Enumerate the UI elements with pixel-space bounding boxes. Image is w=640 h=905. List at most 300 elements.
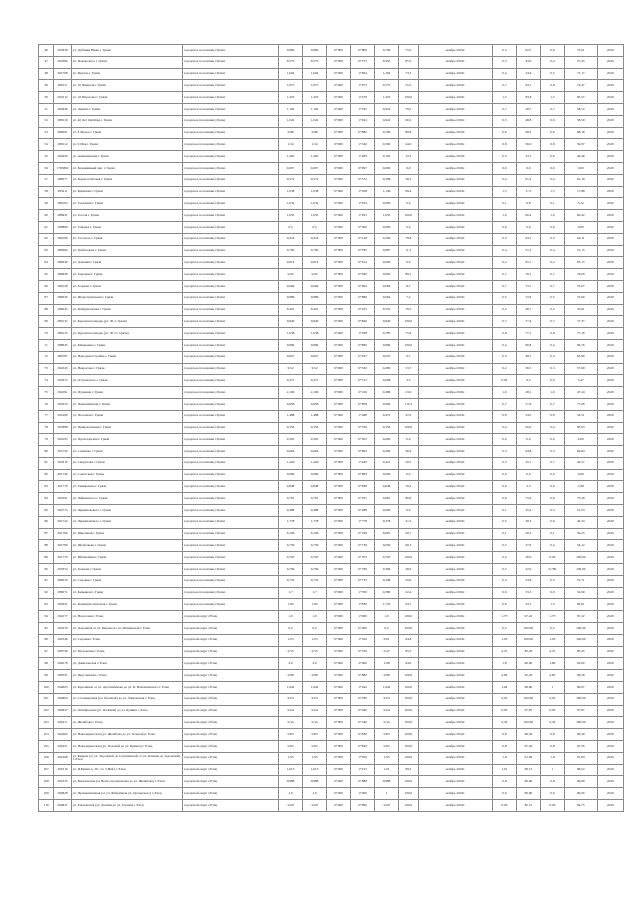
table-cell-f: 89,1 — [399, 269, 419, 281]
table-cell-f: 9,7 — [399, 351, 419, 363]
table-cell-f: 100,0 — [399, 729, 419, 741]
table-cell-a: 0,88 — [279, 127, 303, 139]
table-cell-a: 0,886 — [279, 292, 303, 304]
table-cell-d: 1+000 — [351, 611, 375, 623]
table-cell-e: 0,590 — [375, 139, 399, 151]
table-cell-year: 2020 — [597, 481, 623, 493]
table-cell-a: 0,69 — [279, 800, 303, 812]
table-cell-f: 100,0 — [399, 611, 419, 623]
table-cell-a: 0,88 — [279, 670, 303, 682]
table-cell-code: 289071 — [54, 587, 71, 599]
table-cell-d: 2+106 — [351, 387, 375, 399]
table-cell-type: городской округ г.Елец — [183, 658, 279, 670]
table-cell-num: 99 — [39, 670, 54, 682]
table-cell-f: 8,7 — [399, 280, 419, 292]
table-cell-j: 91,84 — [564, 752, 597, 764]
table-cell-h: 96,39 — [516, 729, 540, 741]
table-cell-h: 90,00 — [516, 658, 540, 670]
table-cell-street: ул. Юбилейная г. Грязи — [71, 552, 182, 564]
table-cell-c: 0+000 — [327, 245, 351, 257]
table-cell-e: 0,83 — [375, 729, 399, 741]
table-row — [39, 410, 624, 422]
table-row — [39, 693, 624, 705]
table-body — [39, 45, 624, 812]
table-cell-f: 75,6 — [399, 328, 419, 340]
table-cell-j: 90,09 — [564, 776, 597, 788]
table-cell-e: 0,000 — [375, 198, 399, 210]
table-cell-j: 77,10 — [564, 328, 597, 340]
table-cell-i: 0,6 — [540, 45, 564, 57]
table-cell-e: 0,556 — [375, 422, 399, 434]
table-cell-b: 1,604 — [303, 68, 327, 80]
table-row — [39, 505, 624, 517]
table-cell-street: ул. 10 Февраля г. Грязи — [71, 80, 182, 92]
table-cell-d: 1+192 — [351, 103, 375, 115]
table-row — [39, 139, 624, 151]
table-cell-year: 2020 — [597, 92, 623, 104]
table-cell-i: 0,0 — [540, 162, 564, 174]
table-cell-num: 70 — [39, 328, 54, 340]
table-cell-b: 0,92 — [303, 269, 327, 281]
table-cell-f: 46,6 — [399, 446, 419, 458]
table-cell-j: 83,57 — [564, 92, 597, 104]
table-cell-j: 52,90 — [564, 587, 597, 599]
table-cell-j: 85,45 — [564, 646, 597, 658]
table-cell-d: 1+675 — [351, 80, 375, 92]
table-cell-j: 99,97 — [564, 682, 597, 694]
table-cell-date: ноябрь 2019г. — [418, 623, 492, 635]
table-cell-h: 99,51 — [516, 764, 540, 776]
table-row — [39, 186, 624, 198]
table-cell-d: 0+888 — [351, 776, 375, 788]
table-cell-date: ноябрь 2019г. — [418, 103, 492, 115]
roads-table — [38, 44, 624, 812]
table-cell-e: 1,88 — [375, 658, 399, 670]
table-cell-a: 0,761 — [279, 493, 303, 505]
table-cell-code: 289132 — [54, 316, 71, 328]
table-cell-j: 50,25 — [564, 528, 597, 540]
table-cell-i: 0,7 — [540, 103, 564, 115]
table-cell-date: ноябрь 2019г. — [418, 292, 492, 304]
table-cell-d: 1+483 — [351, 151, 375, 163]
table-cell-year: 2020 — [597, 186, 623, 198]
table-row — [39, 363, 624, 375]
table-cell-year: 2020 — [597, 693, 623, 705]
table-cell-num: 77 — [39, 410, 54, 422]
table-cell-h: 64,8 — [516, 446, 540, 458]
table-cell-c: 0+000 — [327, 210, 351, 222]
table-cell-code: 289082 — [54, 245, 71, 257]
table-cell-a: 0,858 — [279, 398, 303, 410]
table-cell-num: 74 — [39, 375, 54, 387]
table-cell-year: 2020 — [597, 505, 623, 517]
table-row — [39, 516, 624, 528]
table-row — [39, 316, 624, 328]
table-cell-code: 289112 — [54, 139, 71, 151]
table-cell-h: 97,87 — [516, 705, 540, 717]
table-cell-i: 0,0 — [540, 221, 564, 233]
table-cell-e: 0,000 — [375, 257, 399, 269]
table-cell-e: 0,081 — [375, 528, 399, 540]
table-cell-date: ноябрь 2019г. — [418, 505, 492, 517]
table-cell-d: 1+429 — [351, 457, 375, 469]
table-cell-a: 0,890 — [279, 339, 303, 351]
table-cell-i: 0,5 — [540, 68, 564, 80]
table-cell-type: городской округ г.Елец — [183, 776, 279, 788]
table-cell-g: 0,4 — [492, 339, 516, 351]
table-cell-e: 0,047 — [375, 351, 399, 363]
table-cell-d: 1+034 — [351, 198, 375, 210]
table-cell-a: 0,575 — [279, 56, 303, 68]
table-cell-i: 0,4 — [540, 257, 564, 269]
table-cell-date: ноябрь 2019г. — [418, 788, 492, 800]
table-cell-e: 0,008 — [375, 375, 399, 387]
table-cell-e: 0,087 — [375, 245, 399, 257]
table-cell-date: ноябрь 2019г. — [418, 422, 492, 434]
table-cell-j: 47,44 — [564, 387, 597, 399]
table-cell-f: 12,2 — [399, 151, 419, 163]
table-cell-code: 291770 — [54, 481, 71, 493]
table-row — [39, 776, 624, 788]
table-cell-type: городской округ г.Елец — [183, 705, 279, 717]
table-cell-num: 61 — [39, 221, 54, 233]
table-cell-h: 100,00 — [516, 623, 540, 635]
table-cell-i: 0,8 — [540, 741, 564, 753]
table-cell-type: городское поселение г.Грязи — [183, 387, 279, 399]
table-cell-j: 75,59 — [564, 493, 597, 505]
table-cell-date: ноябрь 2019г. — [418, 92, 492, 104]
table-cell-date: ноябрь 2019г. — [418, 776, 492, 788]
table-cell-num: 52 — [39, 115, 54, 127]
table-cell-type: городское поселение г.Грязи — [183, 422, 279, 434]
table-row — [39, 269, 624, 281]
table-cell-e: 0,000 — [375, 434, 399, 446]
table-cell-num: 58 — [39, 186, 54, 198]
table-cell-a: 1,034 — [279, 198, 303, 210]
table-cell-d: 0+200 — [351, 623, 375, 635]
table-cell-type: городской округ г.Елец — [183, 764, 279, 776]
table-cell-i: 0,92 — [540, 705, 564, 717]
table-cell-year: 2020 — [597, 339, 623, 351]
table-cell-code: 294804 — [54, 693, 71, 705]
table-cell-date: ноябрь 2019г. — [418, 564, 492, 576]
table-cell-d: 2+000 — [351, 658, 375, 670]
table-cell-code: 295411 — [54, 186, 71, 198]
table-cell-g: 0,4 — [492, 174, 516, 186]
table-cell-street: ул. 10 Пирогова г. Грязи — [71, 92, 182, 104]
table-cell-f: 100,0 — [399, 788, 419, 800]
table-cell-d: 0+690 — [351, 800, 375, 812]
table-row — [39, 328, 624, 340]
table-cell-year: 2020 — [597, 210, 623, 222]
table-cell-e: 1,146 — [375, 186, 399, 198]
table-cell-num: 54 — [39, 139, 54, 151]
table-cell-date: ноябрь 2019г. — [418, 552, 492, 564]
table-cell-date: ноябрь 2019г. — [418, 528, 492, 540]
table-cell-a: 1,0 — [279, 611, 303, 623]
table-cell-b: 1,038 — [303, 186, 327, 198]
table-cell-type: городской округ г.Елец — [183, 800, 279, 812]
table-cell-c: 0+000 — [327, 80, 351, 92]
table-cell-date: ноябрь 2019г. — [418, 434, 492, 446]
table-cell-g: 0,9 — [492, 788, 516, 800]
table-cell-i: 0,6 — [540, 151, 564, 163]
table-cell-a: 1,34 — [279, 139, 303, 151]
table-cell-c: 0+000 — [327, 375, 351, 387]
table-cell-a: 2,106 — [279, 387, 303, 399]
table-cell-j: 96,39 — [564, 729, 597, 741]
table-cell-j: 74,47 — [564, 80, 597, 92]
table-row — [39, 375, 624, 387]
table-cell-num: 86 — [39, 516, 54, 528]
table-cell-code: 289103 — [54, 198, 71, 210]
table-cell-f: 76,4 — [399, 481, 419, 493]
table-cell-date: ноябрь 2019г. — [418, 56, 492, 68]
table-cell-i: 0,2 — [540, 304, 564, 316]
table-cell-date: ноябрь 2019г. — [418, 634, 492, 646]
table-cell-d: 0+313 — [351, 375, 375, 387]
table-cell-j: 42,57 — [564, 457, 597, 469]
table-cell-a: 1,655 — [279, 210, 303, 222]
table-cell-e: 0,325 — [375, 304, 399, 316]
table-cell-date: ноябрь 2019г. — [418, 682, 492, 694]
table-cell-a: 0,5 — [279, 221, 303, 233]
table-cell-c: 0+000 — [327, 705, 351, 717]
table-cell-e: 0,369 — [375, 564, 399, 576]
table-cell-type: городское поселение г.Грязи — [183, 186, 279, 198]
table-cell-code: 289070 — [54, 575, 71, 587]
table-cell-type: городской округ г.Елец — [183, 634, 279, 646]
table-cell-a: 1,7 — [279, 587, 303, 599]
table-cell-d: 0+418 — [351, 233, 375, 245]
table-cell-type: городское поселение г.Грязи — [183, 174, 279, 186]
table-cell-type: городское поселение г.Грязи — [183, 528, 279, 540]
table-cell-b: 0,83 — [303, 729, 327, 741]
table-cell-street: ул. Желябова г. Елец — [71, 717, 182, 729]
table-cell-i: 1,5 — [540, 599, 564, 611]
table-cell-b: 2,106 — [303, 387, 327, 399]
table-cell-num: 97 — [39, 646, 54, 658]
table-cell-c: 0+000 — [327, 788, 351, 800]
table-cell-j: 0,00 — [564, 221, 597, 233]
table-cell-c: 0+000 — [327, 575, 351, 587]
table-cell-i: 0,3 — [540, 363, 564, 375]
table-cell-f: 0,0 — [399, 162, 419, 174]
table-cell-year: 2020 — [597, 469, 623, 481]
table-cell-street: ул. Кирьяная г. Грязи — [71, 587, 182, 599]
table-cell-b: 0,572 — [303, 174, 327, 186]
table-cell-e: 0,88 — [375, 670, 399, 682]
table-cell-street: ул. Налоговая г. Елец — [71, 611, 182, 623]
table-cell-c: 0+000 — [327, 198, 351, 210]
table-cell-e: 0,91 — [375, 634, 399, 646]
table-cell-f: 0,0 — [399, 469, 419, 481]
table-cell-date: ноябрь 2019г. — [418, 210, 492, 222]
table-cell-e: 0,455 — [375, 56, 399, 68]
table-cell-code: 290441 — [54, 599, 71, 611]
table-cell-g: 0,4 — [492, 575, 516, 587]
table-cell-street: ул. Дубёнки Ниже г. Грязи — [71, 45, 182, 57]
table-row — [39, 788, 624, 800]
table-cell-type: городское поселение г.Грязи — [183, 481, 279, 493]
table-cell-type: городское поселение г.Грязи — [183, 56, 279, 68]
table-cell-d: 0+488 — [351, 505, 375, 517]
table-cell-num: 89 — [39, 552, 54, 564]
table-cell-f: 100,0 — [399, 705, 419, 717]
table-row — [39, 540, 624, 552]
table-cell-h: 91,84 — [516, 752, 540, 764]
table-cell-b: 1,0 — [303, 611, 327, 623]
table-cell-c: 0+000 — [327, 351, 351, 363]
table-cell-i: 0,0 — [540, 375, 564, 387]
table-cell-d: 0+858 — [351, 398, 375, 410]
table-cell-street: ул. Фрунзе г. Грязи — [71, 68, 182, 80]
table-cell-year: 2020 — [597, 103, 623, 115]
table-cell-year: 2020 — [597, 151, 623, 163]
table-cell-c: 0+000 — [327, 56, 351, 68]
table-cell-date: ноябрь 2019г. — [418, 705, 492, 717]
table-cell-num: 72 — [39, 351, 54, 363]
table-cell-d: 0+964 — [351, 280, 375, 292]
table-cell-g: 0,2 — [492, 304, 516, 316]
table-cell-c: 0+000 — [327, 516, 351, 528]
table-cell-b: 0,418 — [303, 233, 327, 245]
table-cell-f: 100,0 — [399, 670, 419, 682]
table-cell-code: 292471 — [54, 717, 71, 729]
table-cell-type: городское поселение г.Грязи — [183, 68, 279, 80]
table-cell-f: 32,2 — [399, 410, 419, 422]
table-cell-e: 0,064 — [375, 292, 399, 304]
table-row — [39, 339, 624, 351]
table-cell-street: ул. Садовая г. Грязи — [71, 575, 182, 587]
table-cell-year: 2020 — [597, 564, 623, 576]
table-cell-f: 2,5 — [399, 375, 419, 387]
table-cell-date: ноябрь 2019г. — [418, 316, 492, 328]
table-cell-i: 0,0 — [540, 434, 564, 446]
table-cell-num: 62 — [39, 233, 54, 245]
table-cell-c: 0+000 — [327, 587, 351, 599]
table-cell-b: 1,942 — [303, 682, 327, 694]
table-cell-date: ноябрь 2019г. — [418, 481, 492, 493]
table-cell-street: ул. Авиационная г. Грязи — [71, 151, 182, 163]
table-cell-j: 90,00 — [564, 788, 597, 800]
table-cell-h: 85,45 — [516, 646, 540, 658]
table-cell-g: 0,7 — [492, 398, 516, 410]
table-cell-c: 0+000 — [327, 670, 351, 682]
table-cell-num: 82 — [39, 469, 54, 481]
table-cell-b: 0,840 — [303, 316, 327, 328]
table-cell-f: 100,0 — [399, 776, 419, 788]
table-cell-c: 0+000 — [327, 68, 351, 80]
table-cell-street: ул. Сталеваровая (ул. Полевой) до ул. Лавровская г. Елец — [71, 693, 182, 705]
table-cell-type: городское поселение г.Грязи — [183, 564, 279, 576]
table-cell-j: 100,00 — [564, 623, 597, 635]
table-cell-code: 289116 — [54, 115, 71, 127]
table-cell-a: 0,782 — [279, 245, 303, 257]
table-cell-num: 71 — [39, 339, 54, 351]
table-cell-street: ул. Безымянный пер. г. Грязи — [71, 162, 182, 174]
table-cell-b: 1,034 — [303, 198, 327, 210]
table-cell-h: 30,3 — [516, 516, 540, 528]
table-cell-b: 0,886 — [303, 292, 327, 304]
table-cell-d: 1+038 — [351, 328, 375, 340]
table-cell-a: 0,418 — [279, 233, 303, 245]
table-cell-e: 0,840 — [375, 316, 399, 328]
table-cell-c: 0+000 — [327, 92, 351, 104]
table-cell-f: 0,0 — [399, 434, 419, 446]
table-cell-b: 0,703 — [303, 552, 327, 564]
table-cell-b: 0,55 — [303, 646, 327, 658]
table-row — [39, 398, 624, 410]
table-cell-d: 0+614 — [351, 257, 375, 269]
table-cell-f: 78,8 — [399, 233, 419, 245]
table-cell-year: 2020 — [597, 540, 623, 552]
table-row — [39, 162, 624, 174]
table-cell-b: 1,192 — [303, 103, 327, 115]
table-cell-i: 0,4 — [540, 351, 564, 363]
table-cell-d: 0+920 — [351, 269, 375, 281]
table-cell-d: 1+000 — [351, 788, 375, 800]
table-cell-g: 1,5 — [492, 186, 516, 198]
table-cell-j: 51,15 — [564, 245, 597, 257]
table-cell-b: 0,627 — [303, 351, 327, 363]
table-cell-j: 64,11 — [564, 233, 597, 245]
table-cell-year: 2020 — [597, 646, 623, 658]
table-cell-d: 0+425 — [351, 304, 375, 316]
table-cell-date: ноябрь 2019г. — [418, 221, 492, 233]
table-cell-c: 0+000 — [327, 776, 351, 788]
table-cell-a: 1,0 — [279, 788, 303, 800]
table-cell-num: 48 — [39, 68, 54, 80]
table-cell-g: 0,3 — [492, 56, 516, 68]
table-cell-num: 56 — [39, 162, 54, 174]
table-cell-e: 0,282 — [375, 446, 399, 458]
table-cell-type: городское поселение г.Грязи — [183, 398, 279, 410]
table-cell-street: ул. Пожарского г. Грязи — [71, 56, 182, 68]
table-cell-h: 0,0 — [516, 221, 540, 233]
table-cell-j: 54,51 — [564, 410, 597, 422]
table-cell-year: 2020 — [597, 658, 623, 670]
table-cell-code: 294429 — [54, 151, 71, 163]
table-cell-a: 1,483 — [279, 151, 303, 163]
table-cell-type: городское поселение г.Грязи — [183, 304, 279, 316]
table-cell-d: 0+733 — [351, 575, 375, 587]
table-cell-i: 0,8 — [540, 139, 564, 151]
table-cell-num: 85 — [39, 505, 54, 517]
table-cell-c: 0+000 — [327, 741, 351, 753]
table-cell-j: 97,87 — [564, 705, 597, 717]
table-cell-num: 59 — [39, 198, 54, 210]
table-cell-type: городское поселение г.Грязи — [183, 575, 279, 587]
table-cell-type: городское поселение г.Грязи — [183, 245, 279, 257]
table-cell-b: 0,964 — [303, 280, 327, 292]
table-cell-num: 50 — [39, 92, 54, 104]
table-cell-g: 0,34 — [492, 717, 516, 729]
table-cell-g: 0,59 — [492, 800, 516, 812]
table-cell-a: 1,429 — [279, 457, 303, 469]
table-cell-c: 0+000 — [327, 410, 351, 422]
table-cell-year: 2020 — [597, 752, 623, 764]
table-cell-g: 0,0 — [492, 162, 516, 174]
table-cell-num: 92 — [39, 587, 54, 599]
table-cell-b: 0,34 — [303, 717, 327, 729]
table-cell-j: 3,48 — [564, 481, 597, 493]
table-cell-type: городское поселение г.Грязи — [183, 505, 279, 517]
table-cell-street: ул. Макаренко г. Грязи — [71, 339, 182, 351]
table-cell-e: 0,380 — [375, 587, 399, 599]
table-cell-num: 107 — [39, 764, 54, 776]
table-cell-code: 294831 — [54, 800, 71, 812]
